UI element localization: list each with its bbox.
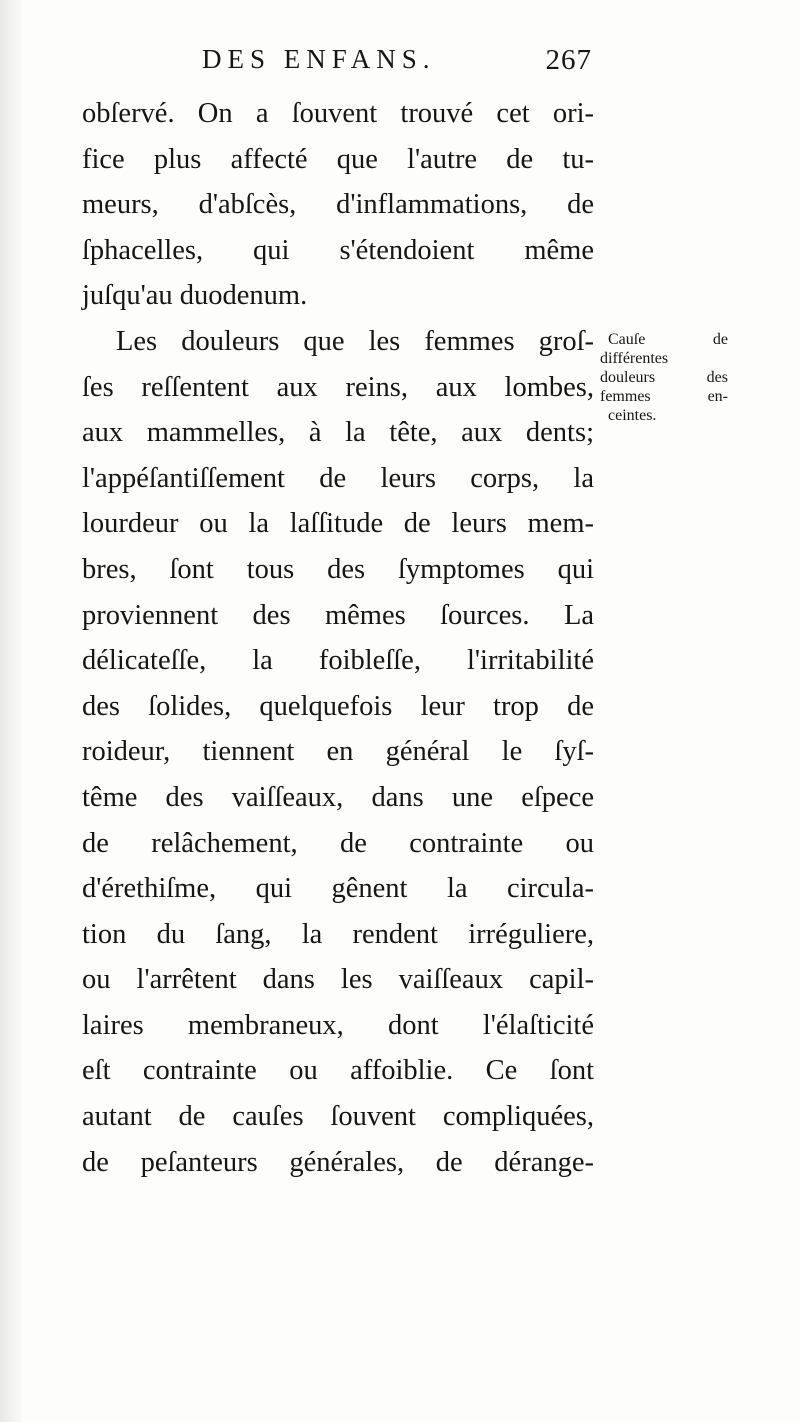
- text-line: tion du ſang, la rendent irréguliere,: [82, 918, 594, 950]
- text-line: bres, ſont tous des ſymptomes qui: [82, 553, 594, 585]
- text-line: roideur, tiennent en général le ſyſ-: [82, 736, 594, 768]
- text-line: fice plus affecté que l'autre de tu-: [82, 143, 594, 175]
- text-line: obſervé. On a ſouvent trouvé cet ori-: [82, 98, 594, 129]
- text-line: laires membraneux, dont l'élaſticité: [82, 1009, 594, 1041]
- margin-note: [600, 330, 728, 425]
- margin-note-line: Cauſe de: [608, 331, 728, 348]
- margin-note-line: femmes en-: [600, 388, 728, 405]
- body-text: [82, 91, 594, 1185]
- margin-note-line: douleurs des: [600, 369, 728, 386]
- page-number: 267: [545, 44, 592, 76]
- paragraph-start-line: Les douleurs que les femmes groſ-: [116, 325, 594, 357]
- text-line: ou l'arrêtent dans les vaiſſeaux capil-: [82, 964, 594, 996]
- text-line: lourdeur ou la laſſitude de leurs mem-: [82, 508, 594, 540]
- text-line: eſt contrainte ou affoiblie. Ce ſont: [82, 1055, 594, 1087]
- text-line: ſes reſſentent aux reins, aux lombes,: [82, 371, 594, 403]
- scan-edge: [0, 0, 22, 1422]
- text-line: ſphacelles, qui s'étendoient même: [82, 234, 594, 266]
- text-line: tême des vaiſſeaux, dans une eſpece: [82, 781, 594, 813]
- text-line: aux mammelles, à la tête, aux dents;: [82, 417, 594, 449]
- running-header: [80, 38, 600, 82]
- running-title: DES ENFANS.: [202, 44, 436, 74]
- margin-note-line: ceintes.: [608, 407, 657, 424]
- text-line: de relâchement, de contrainte ou: [82, 827, 594, 859]
- text-line: des ſolides, quelquefois leur trop de: [82, 690, 594, 722]
- text-line: juſqu'au duodenum.: [82, 280, 308, 312]
- text-line: délicateſſe, la foibleſſe, l'irritabilité: [82, 645, 594, 677]
- text-line: de peſanteurs générales, de dérange-: [82, 1146, 594, 1178]
- text-line: proviennent des mêmes ſources. La: [82, 599, 594, 631]
- text-line: autant de cauſes ſouvent compliquées,: [82, 1101, 594, 1133]
- text-line: l'appéſantiſſement de leurs corps, la: [82, 462, 594, 494]
- text-line: d'érethiſme, qui gênent la circula-: [82, 873, 594, 905]
- margin-note-line: différentes: [600, 350, 669, 367]
- text-line: meurs, d'abſcès, d'inflammations, de: [82, 189, 594, 221]
